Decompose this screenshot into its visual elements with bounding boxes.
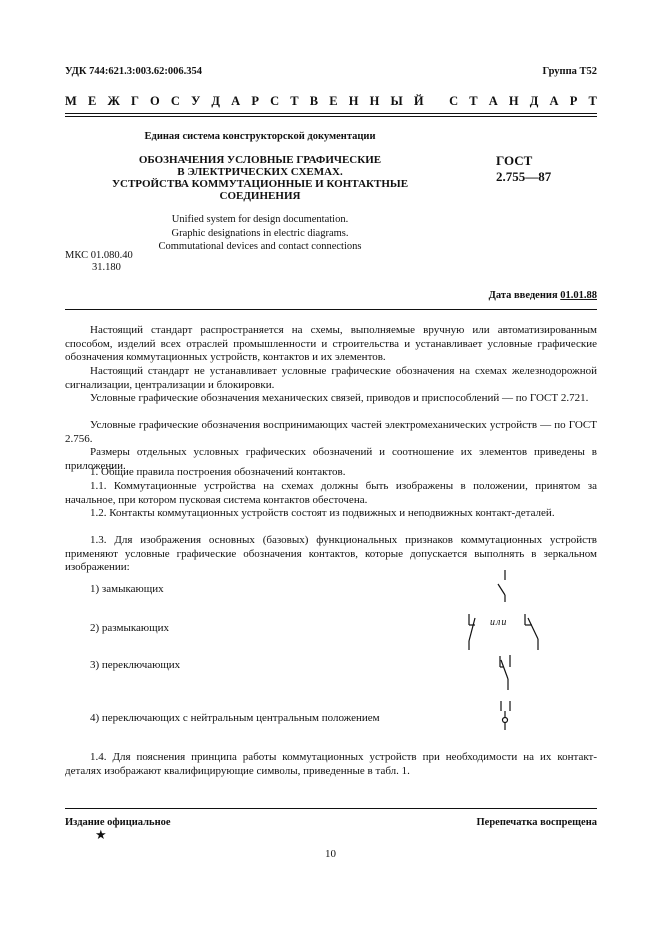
intro-date-value: 01.01.88 — [560, 290, 597, 301]
banner-letter: Й — [413, 94, 424, 108]
banner-letter: С — [170, 94, 180, 108]
gost-number — [496, 153, 551, 185]
banner-letter: Г — [130, 94, 139, 108]
list-item-changeover-neutral: 4) переключающих с нейтральным центральным положением — [90, 712, 380, 724]
esk-caption: Единая система конструкторской документации — [144, 131, 376, 142]
opening-contact-mirrored-icon — [520, 612, 550, 652]
gost-label: ГОСТ — [496, 153, 533, 168]
banner-letter: Ж — [107, 94, 120, 108]
page-number: 10 — [325, 848, 336, 860]
ili-label: или — [490, 617, 508, 628]
footer-rule — [65, 808, 597, 809]
title-line: ОБОЗНАЧЕНИЯ УСЛОВНЫЕ ГРАФИЧЕСКИЕ — [138, 154, 382, 166]
english-title — [140, 213, 380, 254]
banner-letter: В — [309, 94, 319, 108]
changeover-neutral-contact-icon — [494, 698, 520, 732]
banner-letter: Т — [469, 94, 478, 108]
changeover-contact-icon — [492, 652, 522, 692]
list-item-changeover: 3) переключающих — [90, 659, 181, 671]
paragraph: 1.2. Контакты коммутационных устройств состоят из подвижных и неподвижных контакт-деталей. — [90, 507, 555, 519]
banner-letter: Н — [508, 94, 519, 108]
paragraph: Настоящий стандарт распространяется на схемы, выполняемые вручную или автоматизированным способом, изделий всех отраслей промышленности и строительства и устанавливает условные графические обозначения коммутационных устройств, контактов и их элементов. — [65, 324, 597, 363]
banner-letter: Д — [211, 94, 221, 108]
banner-letter: Т — [290, 94, 299, 108]
paragraph: Условные графические обозначения воспринимающих частей электромеханических устройств — по ГОСТ 2.756. — [65, 419, 597, 445]
udk-code: УДК 744:621.3:003.62:006.354 — [65, 66, 202, 77]
star-icon: ★ — [95, 827, 107, 842]
title-line: В ЭЛЕКТРИЧЕСКИХ СХЕМАХ. — [177, 166, 343, 178]
banner-letter: О — [150, 94, 160, 108]
banner-letter — [435, 94, 438, 109]
banner-letter: Е — [329, 94, 338, 108]
title-line: УСТРОЙСТВА КОММУТАЦИОННЫЕ И КОНТАКТНЫЕ — [111, 178, 409, 190]
banner-letter: У — [191, 94, 201, 108]
section-heading: 1. Общие правила построения обозначений контактов. — [90, 466, 346, 478]
paragraph: 1.1. Коммутационные устройства на схемах должны быть изображены в положении, принятом за начальное, при котором пусковая система контактов обесточена. — [65, 480, 597, 506]
banner-letter: А — [231, 94, 241, 108]
closing-contact-icon — [490, 568, 520, 604]
gost-code: 2.755—87 — [496, 169, 552, 184]
banner-letter: Ы — [390, 94, 403, 108]
english-title-line: Commutational devices and contact connections — [158, 241, 362, 252]
intro-date — [489, 290, 597, 301]
english-title-line: Graphic designations in electric diagrams. — [171, 227, 349, 239]
banner-letter: А — [549, 94, 559, 108]
banner-letter: Т — [588, 94, 597, 108]
banner-letter: С — [270, 94, 280, 108]
banner-letter: Н — [369, 94, 380, 108]
banner-letter: М — [65, 94, 77, 108]
banner-letter: А — [488, 94, 498, 108]
banner-letter: С — [449, 94, 459, 108]
mks-line: 31.180 — [92, 262, 121, 273]
mks-codes — [65, 250, 133, 274]
banner-letter: Е — [87, 94, 97, 108]
title-line: СОЕДИНЕНИЯ — [219, 190, 301, 202]
banner-letter: Д — [529, 94, 539, 108]
standard-banner — [65, 94, 597, 109]
reprint-prohibited: Перепечатка воспрещена — [476, 817, 597, 828]
list-item-closing: 1) замыкающих — [90, 583, 164, 595]
mks-line: МКС 01.080.40 — [65, 250, 133, 261]
banner-letter: Н — [348, 94, 359, 108]
official-edition: Издание официальное — [65, 817, 171, 828]
paragraph-1-4: 1.4. Для пояснения принципа работы коммутационных устройств при необходимости на их контакт-деталях изображают квалифицирующие символы, приведенные в табл. 1. — [65, 751, 597, 777]
paragraph: Условные графические обозначения механических связей, приводов и приспособлений — по ГОСТ 2.721. — [90, 392, 589, 404]
intro-date-label: Дата введения — [488, 290, 558, 301]
banner-letter: Р — [251, 94, 259, 108]
list-item-opening: 2) размыкающих — [90, 622, 169, 634]
paragraph: Настоящий стандарт не устанавливает условные графические обозначения на схемах железнодорожной сигнализации, централизации и блокировки. — [65, 365, 597, 391]
header-rule-2 — [65, 116, 597, 117]
group-code: Группа Т52 — [542, 66, 597, 77]
paragraph: Размеры отдельных условных графических обозначений и соотношение их элементов приведены в приложении. — [65, 446, 597, 472]
banner-letter: Р — [569, 94, 578, 108]
opening-contact-icon — [458, 612, 482, 652]
english-title-line: Unified system for design documentation. — [171, 214, 349, 225]
document-title — [100, 154, 420, 202]
header-rule — [65, 113, 597, 114]
paragraph: 1.3. Для изображения основных (базовых) функциональных признаков коммутационных устройств применяют условные графические обозначения контактов, которые допускается выполнять в зеркальном изображении: — [65, 534, 597, 573]
date-rule — [65, 309, 597, 310]
